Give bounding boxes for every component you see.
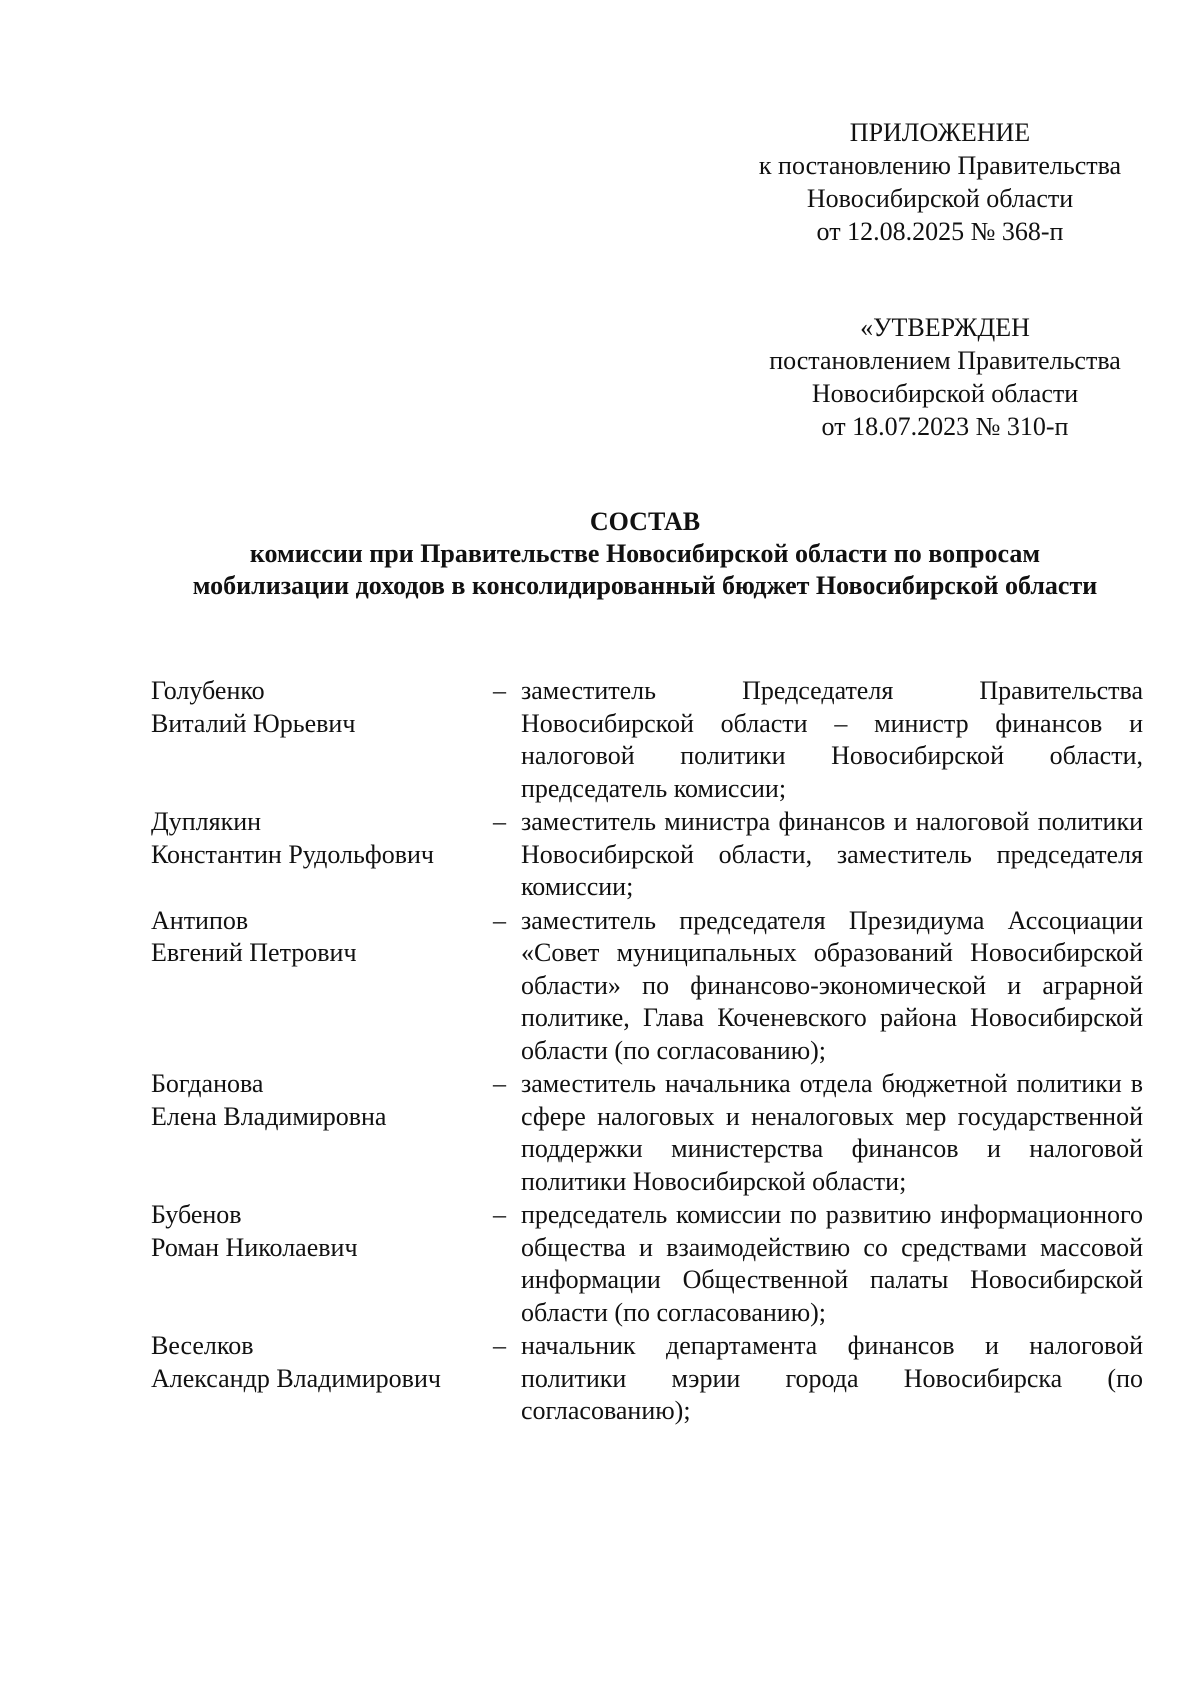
appendix-title: ПРИЛОЖЕНИЕ: [849, 118, 1031, 147]
member-role: председатель комиссии по развитию информационного общества и взаимодействию со средствами массовой информации Общественной палаты Новосибирской области (по согласованию);: [521, 1200, 1143, 1327]
heading-subtitle: мобилизации доходов в консолидированный бюджет Новосибирской области: [192, 571, 1098, 600]
member-surname: Богданова: [151, 1069, 264, 1098]
member-role: заместитель министра финансов и налоговой политики Новосибирской области, заместитель председателя комиссии;: [521, 807, 1143, 901]
dash-separator: –: [493, 807, 506, 836]
dash-separator: –: [493, 1331, 506, 1360]
member-name: [151, 905, 493, 1068]
dash-separator: –: [493, 676, 506, 705]
approval-line: Новосибирской области: [811, 379, 1079, 408]
member-name: [151, 1068, 493, 1198]
member-entry: [151, 905, 1143, 1068]
member-name: [151, 806, 493, 904]
member-entry: [151, 806, 1143, 904]
member-surname: Дуплякин: [151, 807, 262, 836]
member-role: начальник департамента финансов и налоговой политики мэрии города Новосибирска (по согласованию);: [521, 1331, 1143, 1425]
dash-separator: –: [493, 1069, 506, 1098]
member-role: заместитель Председателя Правительства Новосибирской области – министр финансов и налоговой политики Новосибирской области, председатель комиссии;: [521, 676, 1143, 803]
approval-line: постановлением Правительства: [769, 346, 1121, 375]
appendix-date-number: от 12.08.2025 № 368-п: [816, 217, 1064, 246]
member-name: [151, 675, 493, 805]
members-list: [151, 675, 1143, 1429]
member-role: заместитель председателя Президиума Ассоциации «Совет муниципальных образований Новосибирской области» по финансово-экономической и аграрной политике, Глава Коченевского района Новосибирской области (по согласованию);: [521, 905, 1143, 1065]
member-given-names: Александр Владимирович: [151, 1363, 441, 1393]
member-surname: Голубенко: [151, 676, 265, 705]
member-given-names: Виталий Юрьевич: [151, 708, 356, 738]
member-given-names: Роман Николаевич: [151, 1232, 358, 1262]
member-name: [151, 1330, 493, 1428]
member-name: [151, 1199, 493, 1329]
approval-title: «УТВЕРЖДЕН: [860, 313, 1030, 342]
member-role: заместитель начальника отдела бюджетной политики в сфере налоговых и неналоговых мер государственной поддержки министерства финансов и налоговой политики Новосибирской области;: [521, 1069, 1143, 1196]
approval-date-number: от 18.07.2023 № 310-п: [821, 412, 1069, 441]
member-given-names: Евгений Петрович: [151, 938, 357, 967]
member-surname: Бубенов: [151, 1200, 242, 1229]
appendix-line: к постановлению Правительства: [758, 151, 1122, 180]
document-heading: [100, 506, 1190, 602]
approval-stamp: [745, 311, 1145, 443]
heading-subtitle: комиссии при Правительстве Новосибирской области по вопросам: [249, 539, 1041, 568]
dash-separator: –: [493, 905, 506, 935]
dash-separator: –: [493, 1200, 506, 1229]
appendix-line: Новосибирской области: [806, 184, 1074, 213]
member-given-names: Константин Рудольфович: [151, 839, 434, 869]
member-surname: Антипов: [151, 905, 249, 935]
heading-title: СОСТАВ: [589, 507, 701, 536]
member-entry: [151, 1330, 1143, 1428]
appendix-header: [740, 116, 1140, 248]
member-surname: Веселков: [151, 1331, 254, 1360]
member-given-names: Елена Владимировна: [151, 1101, 387, 1131]
member-entry: [151, 1199, 1143, 1329]
member-entry: [151, 675, 1143, 805]
member-entry: [151, 1068, 1143, 1198]
